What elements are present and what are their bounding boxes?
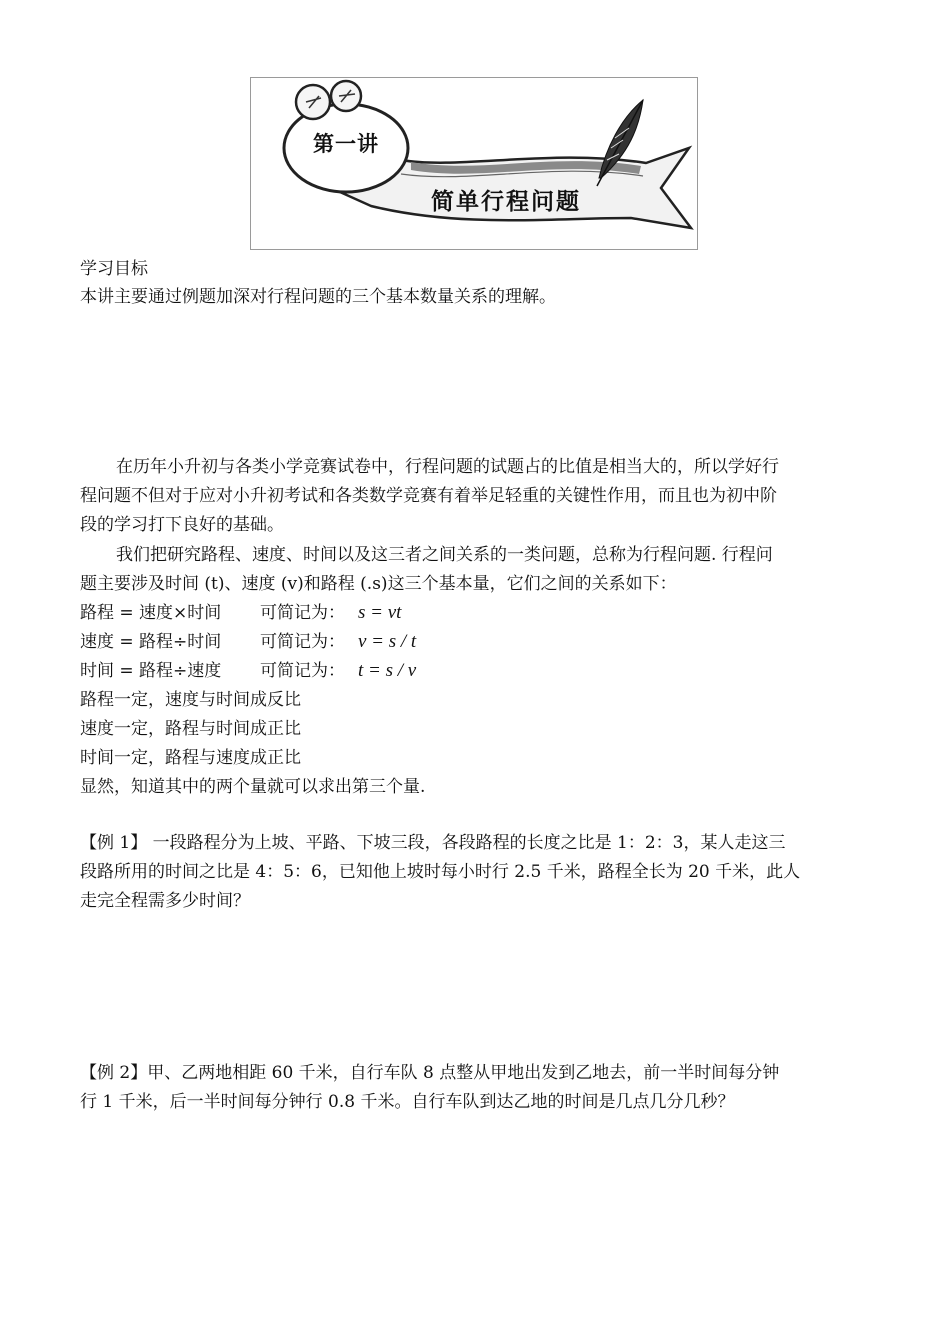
goal-text: 本讲主要通过例题加深对行程问题的三个基本数量关系的理解。: [80, 287, 556, 307]
intro-line: 在历年小升初与各类小学竞赛试卷中，行程问题的试题占的比值是相当大的，所以学好行: [116, 457, 779, 477]
intro-line: 程问题不但对于应对小升初考试和各类数学竞赛有着举足轻重的关键性作用，而且也为初中阶: [80, 486, 777, 506]
formula-label: 可简记为：: [260, 632, 345, 652]
formula-label: 可简记为：: [260, 603, 345, 623]
formula-row: [80, 600, 401, 626]
formula-label: 可简记为：: [260, 661, 345, 681]
lecture-topic: 简单行程问题: [431, 189, 581, 215]
formula-relation: 速度 = 路程÷时间: [80, 632, 222, 652]
goal-heading: 学习目标: [80, 259, 148, 279]
definition-line: 我们把研究路程、速度、时间以及这三者之间关系的一类问题，总称为行程问题. 行程问: [116, 545, 773, 565]
example1-line: 段路所用的时间之比是 4：5：6，已知他上坡时每小时行 2.5 千米，路程全长为 20 千米，此人: [80, 862, 801, 882]
formula-row: [80, 629, 416, 655]
example1-line: 【例 1】 一段路程分为上坡、平路、下坡三段，各段路程的长度之比是 1：2：3，某人走这三: [80, 833, 786, 853]
lecture-banner: [250, 77, 698, 250]
lecture-number: 第一讲: [313, 132, 379, 156]
rule-line: 路程一定，速度与时间成反比: [80, 690, 301, 710]
ribbon-illustration: [251, 78, 699, 251]
definition-line: 题主要涉及时间 (t)、速度 (v)和路程 (.s)这三个基本量，它们之间的关系如下：: [80, 574, 677, 594]
example2-line: 【例 2】甲、乙两地相距 60 千米，自行车队 8 点整从甲地出发到乙地去，前一半时间每分钟: [80, 1063, 780, 1083]
rule-line: 速度一定，路程与时间成正比: [80, 719, 301, 739]
formula-relation: 路程 = 速度×时间: [80, 603, 222, 623]
formula-expression: v = s / t: [358, 631, 417, 652]
example1-line: 走完全程需多少时间？: [80, 891, 250, 911]
formula-relation: 时间 = 路程÷速度: [80, 661, 222, 681]
rule-line: 显然，知道其中的两个量就可以求出第三个量.: [80, 777, 426, 797]
example2-line: 行 1 千米，后一半时间每分钟行 0.8 千米。自行车队到达乙地的时间是几点几分几秒？: [80, 1092, 735, 1112]
formula-row: [80, 658, 416, 684]
intro-line: 段的学习打下良好的基础。: [80, 515, 284, 535]
formula-expression: t = s / v: [358, 660, 417, 681]
rule-line: 时间一定，路程与速度成正比: [80, 748, 301, 768]
formula-expression: s = vt: [358, 602, 402, 623]
